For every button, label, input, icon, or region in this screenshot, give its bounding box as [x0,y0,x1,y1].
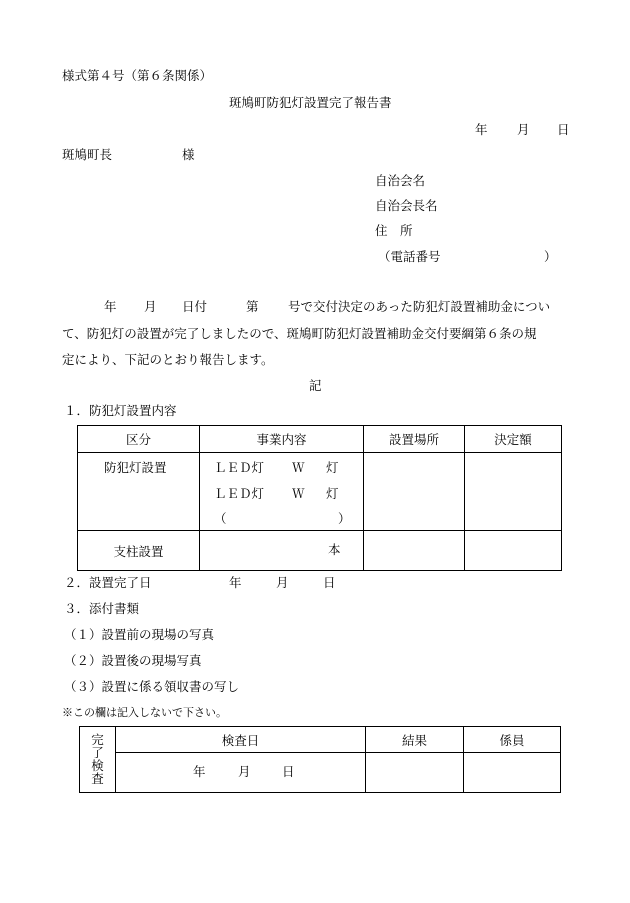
association-name-label: 自治会名 [375,173,426,188]
row1-location [364,453,465,531]
date-day: 日 [557,122,570,137]
row2-unit: 本 [328,542,341,557]
completion-day: 日 [323,575,336,590]
header-amount: 決定額 [465,426,562,453]
row1-content-cell [200,453,364,531]
section2-heading: ２．設置完了日 [64,575,152,590]
header-inspection-date: 検査日 [116,727,366,753]
inspection-year: 年 [193,764,206,779]
body-line2: て、防犯灯の設置が完了しましたので、斑鳩町防犯灯設置補助金交付要綱第６条の規 [62,326,537,341]
row1-category-cell [78,453,200,531]
page-title: 斑鳩町防犯灯設置完了報告書 [229,95,392,110]
chairman-name-label: 自治会長名 [375,198,438,213]
ki-label: 記 [309,378,322,393]
section1-heading: １．防犯灯設置内容 [64,403,177,418]
paren-close: ） [338,511,351,526]
inspection-date-cell [116,753,366,793]
inspection-result [366,753,464,793]
addressee: 斑鳩町長 [62,147,113,162]
header-result: 結果 [366,727,464,753]
note: ※この欄は記入しないで下さい。 [62,706,227,719]
attachment-item: （２）設置後の現場写真 [64,653,202,668]
addressee-honorific: 様 [182,147,195,162]
header-category: 区分 [78,426,200,453]
completion-month: 月 [276,575,289,590]
row2-amount [465,531,562,571]
row2-location [364,531,465,571]
header-location: 設置場所 [364,426,465,453]
inspection-side-label-cell [80,727,116,793]
led1-light: 灯 [326,460,339,475]
attachment-item: （１）設置前の現場の写真 [64,627,215,642]
led2-watt: Ｗ [292,486,305,501]
body-line3: 定により、下記のとおり報告します。 [62,352,274,367]
row1-amount [465,453,562,531]
row1-category: 防犯灯設置 [104,460,167,475]
address-label: 住 所 [375,223,413,238]
inspection-table [79,726,561,793]
phone-close: ） [544,249,557,264]
led2-name: ＬＥＤ灯 [214,486,265,501]
form-number: 様式第４号（第６条関係） [62,68,213,83]
led2-light: 灯 [326,486,339,501]
header-staff: 係員 [464,727,561,753]
completion-year: 年 [229,575,242,590]
body-number-prefix: 第 [246,299,259,314]
header-content: 事業内容 [200,426,364,453]
date-month: 月 [517,122,530,137]
phone-label: （電話番号 [378,249,441,264]
installation-table [77,425,562,571]
body-month: 月 [144,299,157,314]
led1-name: ＬＥＤ灯 [214,460,265,475]
body-day: 日付 [182,299,208,314]
led1-watt: Ｗ [292,460,305,475]
inspection-side-label: 完了検査 [91,732,104,786]
date-year: 年 [475,122,488,137]
row2-content-cell [200,531,364,571]
row2-category: 支柱設置 [78,531,200,571]
paren-open: （ [214,511,227,526]
body-line1: 号で交付決定のあった防犯灯設置補助金につい [288,299,551,314]
body-year: 年 [104,299,117,314]
inspection-day: 日 [282,764,295,779]
section3-heading: ３．添付書類 [64,601,140,616]
inspection-staff [464,753,561,793]
inspection-month: 月 [238,764,251,779]
attachment-item: （３）設置に係る領収書の写し [64,679,240,694]
